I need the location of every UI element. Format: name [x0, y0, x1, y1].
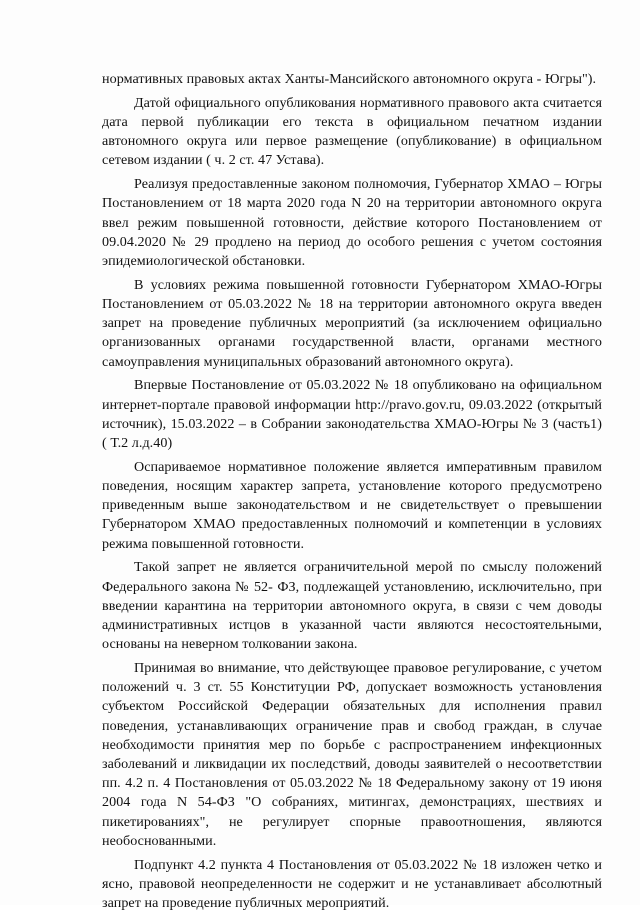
paragraph-5: Впервые Постановление от 05.03.2022 № 18 опубликовано на официальном интернет-портале правовой информации http://pravo.gov.ru, 09.03.2022 (открытый источник), 15.03.2022 – в Собрании законодательства ХМАО-Югры № 3 (часть1) ( Т.2 л.д.40)	[102, 377, 602, 452]
paragraph-2: Датой официального опубликования нормативного правового акта считается дата первой публикации его текста в официальном печатном издании автономного округа или первое размещение (опубликование) в официальном сетевом издании ( ч. 2 ст. 47 Устава).	[102, 94, 602, 169]
paragraph-1: нормативных правовых актах Ханты-Мансийского автономного округа - Югры").	[102, 71, 597, 87]
paragraph-9: Подпункт 4.2 пункта 4 Постановления от 05.03.2022 № 18 изложен четко и ясно, правовой неопределенности не содержит и не устанавливает абсолютный запрет на проведение публичных мероприятий.	[102, 856, 602, 912]
paragraph-8: Принимая во внимание, что действующее правовое регулирование, с учетом положений ч. 3 ст. 55 Конституции РФ, допускает возможность установления субъектом Российской Федерации обязательных для исполнения правил поведения, устанавливающих ограничение прав и свобод граждан, в случае необходимости принятия мер по борьбе с распространением инфекционных заболеваний и ликвидации их последствий, доводы заявителей о несоответствии пп. 4.2 п. 4 Постановления от 05.03.2022 № 18 Федеральному закону от 19 июня 2004 года N 54-ФЗ "О собраниях, митингах, демонстрациях, шествиях и пикетированиях", не регулирует спорные правоотношения, являются необоснованными.	[102, 660, 602, 849]
paragraph-6: Оспариваемое нормативное положение является императивным правилом поведения, носящим характер запрета, установление которого предусмотрено приведенным выше законодательством и не свидетельствует о превышении Губернатором ХМАО предоставленных полномочий и компетенции в условиях режима повышенной готовности.	[102, 458, 602, 552]
paragraph-4: В условиях режима повышенной готовности Губернатором ХМАО-Югры Постановлением от 05.03.2022 № 18 на территории автономного округа введен запрет на проведение публичных мероприятий (за исключением официально организованных органами государственной власти, органами местного самоуправления муниципальных образований автономного округа).	[102, 276, 602, 370]
paragraph-7: Такой запрет не является ограничительной мерой по смыслу положений Федерального закона № 52- ФЗ, подлежащей установлению, исключительно, при введении карантина на территории автономного округа, в связи с чем доводы административных истцов в указанной части являются несостоятельными, основаны на неверном толковании закона.	[102, 559, 602, 653]
paragraph-3: Реализуя предоставленные законом полномочия, Губернатор ХМАО – Югры Постановлением от 18 марта 2020 года N 20 на территории автономного округа ввел режим повышенной готовности, действие которого Постановлением от 09.04.2020 № 29 продлено на период до особого решения с учетом состояния эпидемиологической обстановки.	[102, 176, 602, 270]
